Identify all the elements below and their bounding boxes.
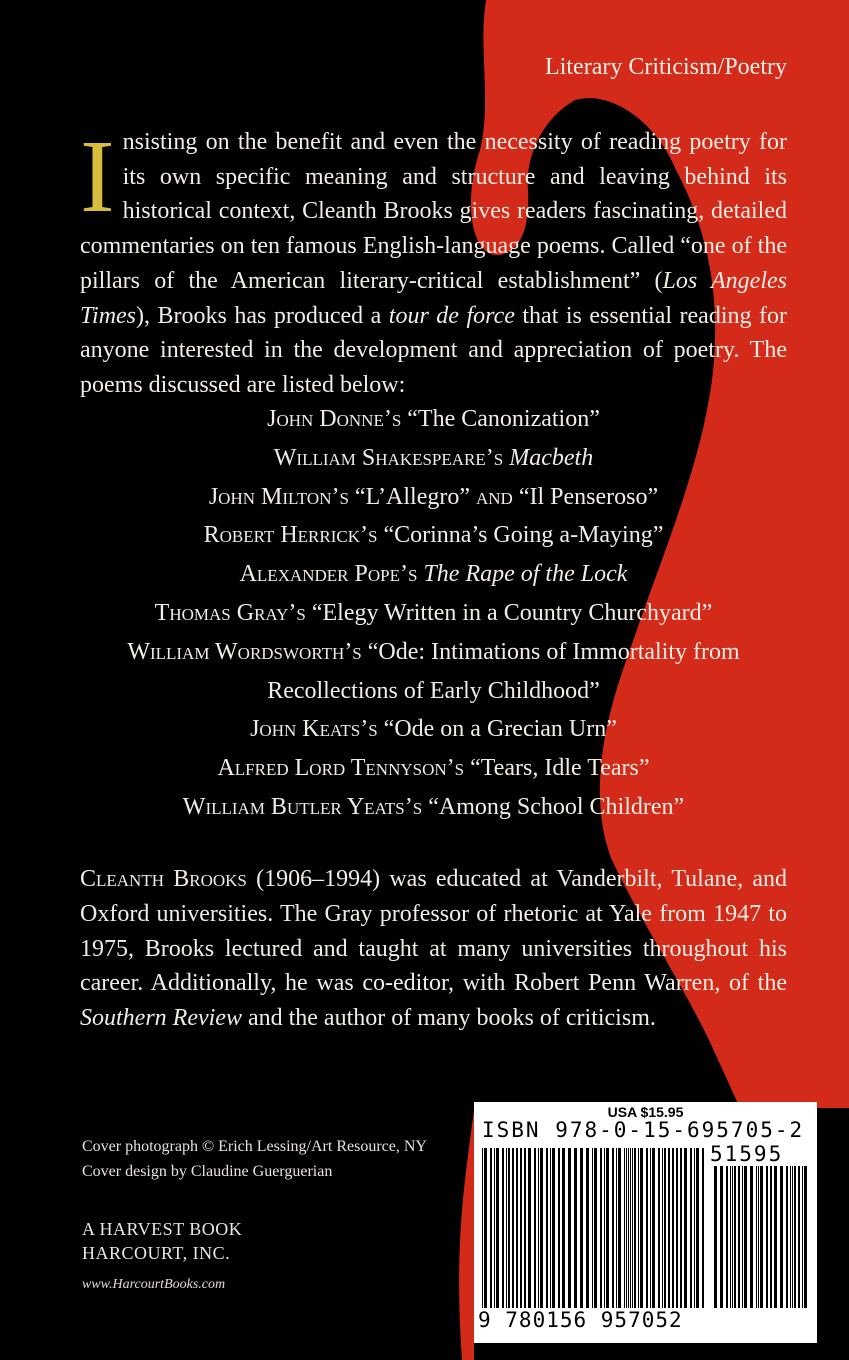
barcode-bar — [568, 1148, 571, 1308]
barcode-bar — [594, 1148, 597, 1308]
blurb-text-3: that is essential reading for anyone interested in the development and appreciation of poetry. The poems discussed are listed below: — [80, 302, 787, 398]
barcode-bar — [690, 1148, 692, 1308]
barcode-bar — [580, 1148, 583, 1308]
barcode-bar — [508, 1148, 510, 1308]
bio-journal: Southern Review — [80, 1005, 242, 1032]
barcode-bar — [732, 1166, 733, 1308]
barcode-bar — [512, 1148, 514, 1308]
barcode-bar — [502, 1148, 504, 1308]
barcode-bar — [520, 1148, 522, 1308]
poem-title-second: “Il Penseroso” — [518, 483, 659, 510]
barcode-bar — [626, 1148, 627, 1308]
barcode-bar — [696, 1148, 699, 1308]
author-bio — [80, 862, 787, 1036]
barcode-bar — [618, 1148, 621, 1308]
barcode-bar — [794, 1166, 796, 1308]
poem-title: “Tears, Idle Tears” — [470, 755, 650, 782]
imprint-name: A HARVEST BOOK — [82, 1219, 243, 1239]
barcode-bar — [792, 1166, 793, 1308]
poem-author: William Butler Yeats’s — [182, 793, 423, 820]
barcode-bar — [684, 1148, 687, 1308]
barcode-bar — [798, 1166, 800, 1308]
barcode-panel — [474, 1102, 817, 1343]
poem-author: John Keats’s — [250, 716, 378, 743]
barcode-bar — [734, 1166, 736, 1308]
barcode-bar — [756, 1166, 757, 1308]
barcode-bar — [662, 1148, 663, 1308]
barcode-bar — [668, 1148, 670, 1308]
barcode-bar — [624, 1148, 625, 1308]
barcode-bar — [550, 1148, 551, 1308]
poem-item — [80, 594, 787, 633]
publisher-website: www.HarcourtBooks.com — [82, 1277, 226, 1292]
poem-author: John Milton’s — [208, 483, 349, 510]
poem-item — [80, 439, 787, 478]
barcode-bar — [612, 1148, 614, 1308]
poem-title: Macbeth — [509, 444, 594, 471]
barcode-bar — [658, 1148, 660, 1308]
barcode-bar — [616, 1148, 617, 1308]
barcode-bar — [506, 1148, 507, 1308]
barcode-bar — [726, 1166, 728, 1308]
barcode-bar — [738, 1166, 740, 1308]
blurb-text-1: nsisting on the benefit and even the necessity of reading poetry for its own specific meaning and structure and leaving behind its historical context, Cleanth Brooks gives readers fascinating, detailed commentaries on ten famous English-language poems. Called “one of the pillars of the American literary-critical establishment” ( — [80, 129, 787, 294]
ean-barcode-bars — [482, 1148, 706, 1308]
barcode-bar — [646, 1148, 648, 1308]
poem-item — [80, 555, 787, 594]
poem-author: William Shakespeare’s — [273, 444, 504, 471]
bio-author-name: Cleanth Brooks — [80, 866, 247, 892]
barcode-bar — [638, 1148, 639, 1308]
ean-number: 9 780156 957052 — [478, 1308, 683, 1332]
barcode-bar — [592, 1148, 593, 1308]
barcode-bar — [672, 1148, 674, 1308]
cover-credits — [82, 1134, 427, 1184]
barcode-bar — [484, 1148, 487, 1308]
poem-title-continued: Recollections of Early Childhood” — [267, 677, 600, 704]
poem-item — [80, 788, 787, 827]
barcode-bar — [702, 1148, 704, 1308]
category-label: Literary Criticism/Poetry — [545, 54, 787, 80]
barcode-bar — [496, 1148, 499, 1308]
poem-item — [80, 516, 787, 555]
poem-title: The Rape of the Lock — [423, 561, 628, 588]
barcode-bar — [494, 1148, 495, 1308]
barcode-bar — [634, 1148, 636, 1308]
poem-author: Alfred Lord Tennyson’s — [217, 755, 465, 782]
isbn-text: ISBN 978-0-15-695705-2 — [482, 1118, 805, 1142]
barcode-bar — [770, 1166, 772, 1308]
barcode-bar — [490, 1148, 492, 1308]
poem-item — [80, 710, 787, 749]
poem-title: “Corinna’s Going a-Maying” — [383, 522, 664, 549]
barcode-bar — [528, 1148, 531, 1308]
poem-author: Alexander Pope’s — [239, 561, 418, 588]
barcode-bar — [558, 1148, 560, 1308]
poem-title: “Among School Children” — [428, 793, 685, 820]
description-blurb — [80, 119, 787, 403]
poem-item-continuation — [80, 672, 787, 711]
blurb-quote-source: Los Angeles Times — [80, 267, 787, 329]
price-addon-number: 51595 — [710, 1142, 784, 1166]
barcode-bar — [720, 1166, 723, 1308]
barcode-bar — [750, 1166, 753, 1308]
poem-author: Robert Herrick’s — [203, 522, 378, 549]
barcode-bar — [780, 1166, 783, 1308]
bio-text-2: and the author of many books of criticism. — [241, 1005, 656, 1032]
poem-title: “The Canonization” — [407, 406, 600, 432]
blurb-text-2: ), Brooks has produced a — [136, 302, 389, 329]
barcode-bar — [786, 1166, 788, 1308]
barcode-bar — [664, 1148, 666, 1308]
barcode-bar — [534, 1148, 536, 1308]
poem-item — [80, 478, 787, 517]
poem-title: “Elegy Written in a Country Churchyard” — [311, 599, 713, 626]
barcode-bar — [600, 1148, 602, 1308]
barcode-bar — [586, 1148, 589, 1308]
poem-title: “L’Allegro” — [354, 483, 470, 510]
publisher-block — [82, 1217, 242, 1265]
barcode-bar — [650, 1148, 651, 1308]
barcode-bar — [524, 1148, 526, 1308]
barcode-bar — [680, 1148, 682, 1308]
poem-item — [80, 749, 787, 788]
barcode-bar — [628, 1148, 629, 1308]
barcode-bar — [538, 1148, 539, 1308]
barcode-bar — [546, 1148, 548, 1308]
barcode-bar — [652, 1148, 655, 1308]
blurb-phrase: tour de force — [388, 302, 515, 329]
barcode-bar — [640, 1148, 643, 1308]
photo-credit: Cover photograph © Erich Lessing/Art Resource, NY — [82, 1138, 427, 1155]
barcode-bar — [774, 1166, 777, 1308]
price-label: USA $15.95 — [607, 1104, 684, 1120]
barcode-bar — [730, 1166, 731, 1308]
barcode-bar — [766, 1166, 768, 1308]
barcode-bar — [694, 1148, 695, 1308]
barcode-bar — [790, 1166, 791, 1308]
poem-author: William Wordsworth’s — [127, 638, 362, 665]
poem-title: “Ode on a Grecian Urn” — [383, 716, 617, 743]
poem-title: “Ode: Intimations of Immortality from — [367, 638, 740, 665]
poem-item — [80, 400, 787, 439]
barcode-bar — [802, 1166, 803, 1308]
poem-list — [80, 400, 787, 827]
barcode-bar — [630, 1148, 631, 1308]
barcode-bar — [758, 1166, 759, 1308]
barcode-bar — [804, 1166, 807, 1308]
barcode-bar — [606, 1148, 609, 1308]
barcode-bar — [562, 1148, 565, 1308]
barcode-bar — [482, 1148, 483, 1308]
poem-item — [80, 633, 787, 672]
drop-cap-letter: I — [80, 119, 115, 234]
poem-author: Thomas Gray’s — [154, 599, 306, 626]
bio-text-1: (1906–1994) was educated at Vanderbilt, Tulane, and Oxford universities. The Gray professor of rhetoric at Yale from 1947 to 1975, Brooks lectured and taught at many universities throughout his career. Additionally, he was co-editor, with Robert Penn Warren, of the — [80, 866, 788, 997]
barcode-bar — [516, 1148, 518, 1308]
barcode-bar — [604, 1148, 605, 1308]
poem-author: John Donne’s — [267, 406, 402, 432]
barcode-bar — [744, 1166, 747, 1308]
barcode-bar — [632, 1148, 633, 1308]
publisher-name: HARCOURT, INC. — [82, 1243, 231, 1263]
barcode-bar — [760, 1166, 763, 1308]
barcode-bar — [552, 1148, 555, 1308]
barcode-bar — [540, 1148, 543, 1308]
poem-conjunction: and — [476, 483, 513, 510]
design-credit: Cover design by Claudine Guerguerian — [82, 1163, 333, 1180]
barcode-bar — [574, 1148, 577, 1308]
barcode-bar — [742, 1166, 743, 1308]
barcode-bar — [676, 1148, 678, 1308]
barcode-bar — [714, 1166, 717, 1308]
addon-barcode-bars — [714, 1166, 810, 1308]
